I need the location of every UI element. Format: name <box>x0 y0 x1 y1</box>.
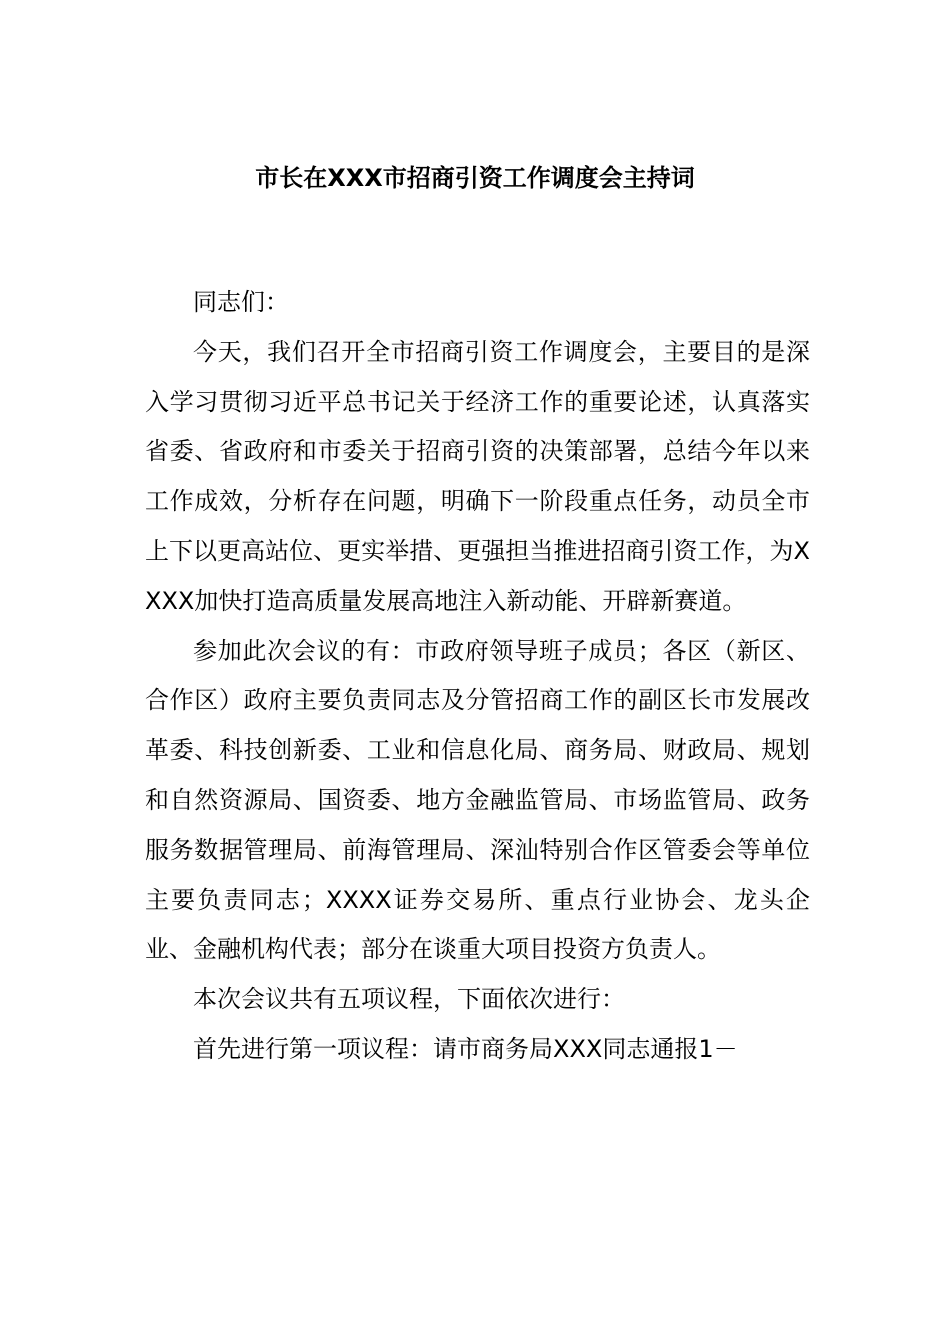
paragraph-agenda-item-1: 首先进行第一项议程：请市商务局XXX同志通报1－ <box>193 1034 738 1063</box>
document-title: 市长在XXX市招商引资工作调度会主持词 <box>255 164 695 192</box>
paragraph-attendees: 参加此次会议的有：市政府领导班子成员；各区（新区、合作区）政府主要负责同志及分管招商工作的副区长市发展改革委、科技创新委、工业和信息化局、商务局、财政局、规划和自然资源局、国资委、地方金融监管局、市场监管局、政务服务数据管理局、前海管理局、深汕特别合作区管委会等单位主要负责同志；XXXX证券交易所、重点行业协会、龙头企业、金融机构代表；部分在谈重大项目投资方负责人。 <box>145 636 810 964</box>
paragraph-agenda-intro: 本次会议共有五项议程，下面依次进行： <box>193 985 625 1014</box>
document-body <box>145 278 810 1075</box>
paragraph-purpose: 今天，我们召开全市招商引资工作调度会，主要目的是深入学习贯彻习近平总书记关于经济工作的重要论述，认真落实省委、省政府和市委关于招商引资的决策部署，总结今年以来工作成效，分析存在问题，明确下一阶段重点任务，动员全市上下以更高站位、更实举措、更强担当推进招商引资工作，为XXXX加快打造高质量发展高地注入新动能、开辟新赛道。 <box>145 337 810 615</box>
paragraph-greeting: 同志们： <box>193 288 289 316</box>
